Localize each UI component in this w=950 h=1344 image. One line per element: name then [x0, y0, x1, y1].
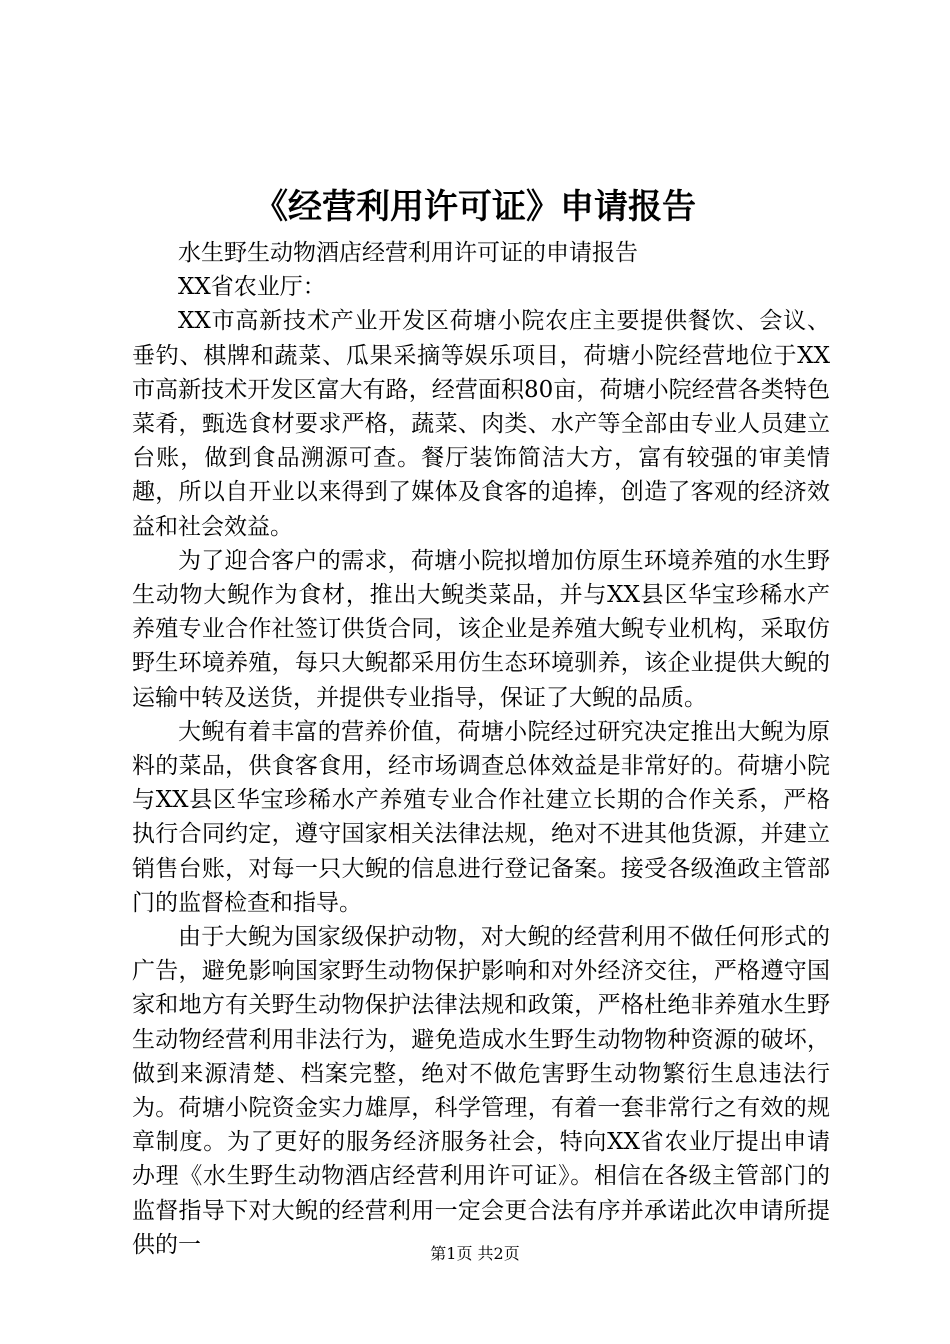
document-body	[132, 236, 830, 1262]
body-paragraph: 为了迎合客户的需求，荷塘小院拟增加仿原生环境养殖的水生野生动物大鲵作为食材，推出大鲵类菜品，并与XX县区华宝珍稀水产养殖专业合作社签订供货合同，该企业是养殖大鲵专业机构，采取仿野生环境养殖，每只大鲵都采用仿生态环境驯养，该企业提供大鲵的运输中转及送货，并提供专业指导，保证了大鲵的品质。	[132, 547, 830, 711]
addressee-paragraph: XX省农业厅：	[178, 274, 326, 301]
body-paragraph: 大鲵有着丰富的营养价值，荷塘小院经过研究决定推出大鲵为原料的菜品，供食客食用，经市场调查总体效益是非常好的。荷塘小院与XX县区华宝珍稀水产养殖专业合作社建立长期的合作关系，严格执行合同约定，遵守国家相关法律法规，绝对不进其他货源，并建立销售台账，对每一只大鲵的信息进行登记备案。接受各级渔政主管部门的监督检查和指导。	[132, 718, 830, 916]
body-paragraph: XX市高新技术产业开发区荷塘小院农庄主要提供餐饮、会议、垂钓、棋牌和蔬菜、瓜果采摘等娱乐项目，荷塘小院经营地位于XX市高新技术开发区富大有路，经营面积80亩，荷塘小院经营各类特色菜肴，甄选食材要求严格，蔬菜、肉类、水产等全部由专业人员建立台账，做到食品溯源可查。餐厅装饰简洁大方，富有较强的审美情趣，所以自开业以来得到了媒体及食客的追捧，创造了客观的经济效益和社会效益。	[132, 308, 830, 540]
document-title: 《经营利用许可证》申请报告	[254, 187, 696, 227]
subtitle-paragraph: 水生野生动物酒店经营利用许可证的申请报告	[178, 240, 638, 266]
body-paragraph: 由于大鲵为国家级保护动物，对大鲵的经营利用不做任何形式的广告，避免影响国家野生动物保护影响和对外经济交往，严格遵守国家和地方有关野生动物保护法律法规和政策，严格杜绝非养殖水生野生动物经营利用非法行为，避免造成水生野生动物物种资源的破坏，做到来源清楚、档案完整，绝对不做危害野生动物繁衍生息违法行为。荷塘小院资金实力雄厚，科学管理，有着一套非常行之有效的规章制度。为了更好的服务经济服务社会，特向XX省农业厅提出申请办理《水生野生动物酒店经营利用许可证》。相信在各级主管部门的监督指导下对大鲵的经营利用一定会更合法有序并承诺此次申请所提供的一	[132, 924, 830, 1258]
page-footer: 第1页 共2页	[430, 1244, 520, 1263]
